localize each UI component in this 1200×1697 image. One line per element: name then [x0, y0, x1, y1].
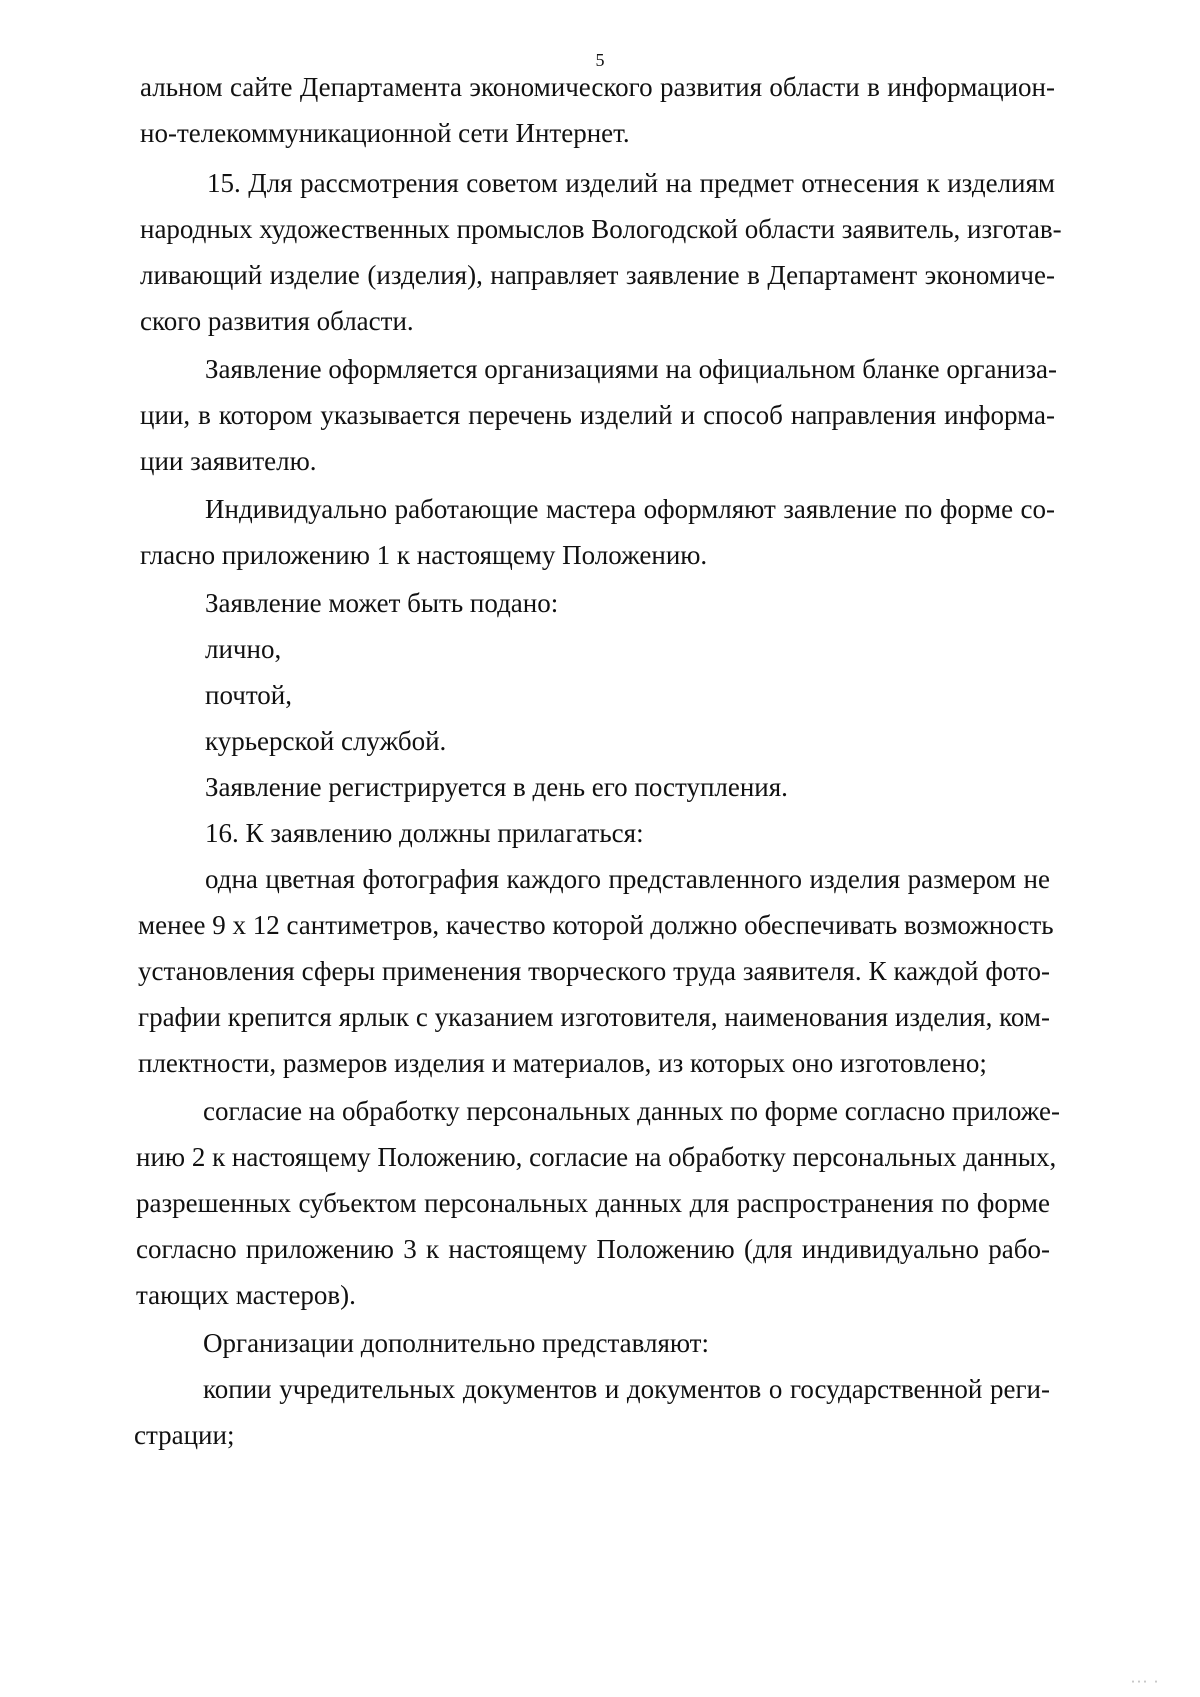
scan-edge-mark: ˈˈˈ ˈ: [1131, 1678, 1160, 1692]
list-item: лично,: [205, 634, 282, 664]
text-line: согласие на обработку персональных данных по форме согласно приложе-: [203, 1096, 1061, 1126]
text-line: альном сайте Департамента экономического развития области в информацион-: [140, 72, 1055, 102]
text-line: 16. К заявлению должны прилагаться:: [205, 818, 644, 848]
text-line: 15. Для рассмотрения советом изделий на предмет отнесения к изделиям: [207, 168, 1055, 198]
text-line: тающих мастеров).: [136, 1280, 356, 1310]
text-line: установления сферы применения творческого труда заявителя. К каждой фото-: [138, 956, 1050, 986]
page-number: 5: [595, 50, 605, 70]
text-line: копии учредительных документов и документов о государственной реги-: [203, 1374, 1050, 1404]
text-line: Организации дополнительно представляют:: [203, 1328, 709, 1358]
text-line: разрешенных субъектом персональных данных для распространения по форме: [136, 1188, 1050, 1218]
list-item: курьерской службой.: [205, 726, 447, 756]
text-line: народных художественных промыслов Вологодской области заявитель, изготав-: [140, 214, 1062, 244]
text-line: но-телекоммуникационной сети Интернет.: [140, 118, 630, 148]
list-item: почтой,: [205, 680, 292, 710]
text-line: страции;: [134, 1420, 235, 1450]
text-line: менее 9 х 12 сантиметров, качество которой должно обеспечивать возможность: [138, 910, 1054, 940]
text-line: нию 2 к настоящему Положению, согласие на обработку персональных данных,: [136, 1142, 1057, 1172]
text-line: Индивидуально работающие мастера оформляют заявление по форме со-: [205, 494, 1055, 524]
text-line: ции заявителю.: [140, 446, 317, 476]
text-line: ливающий изделие (изделия), направляет заявление в Департамент экономиче-: [140, 260, 1055, 290]
text-line: ского развития области.: [140, 306, 414, 336]
text-line: гласно приложению 1 к настоящему Положению.: [140, 540, 708, 570]
text-line: одна цветная фотография каждого представленного изделия размером не: [205, 864, 1050, 894]
text-line: графии крепится ярлык с указанием изготовителя, наименования изделия, ком-: [138, 1002, 1050, 1032]
text-line: плектности, размеров изделия и материалов, из которых оно изготовлено;: [138, 1048, 987, 1078]
text-line: согласно приложению 3 к настоящему Положению (для индивидуально рабо-: [136, 1234, 1050, 1264]
text-line: Заявление регистрируется в день его поступления.: [205, 772, 788, 802]
text-line: Заявление может быть подано:: [205, 588, 559, 618]
text-line: Заявление оформляется организациями на официальном бланке организа-: [205, 354, 1058, 384]
text-line: ции, в котором указывается перечень изделий и способ направления информа-: [140, 400, 1055, 430]
